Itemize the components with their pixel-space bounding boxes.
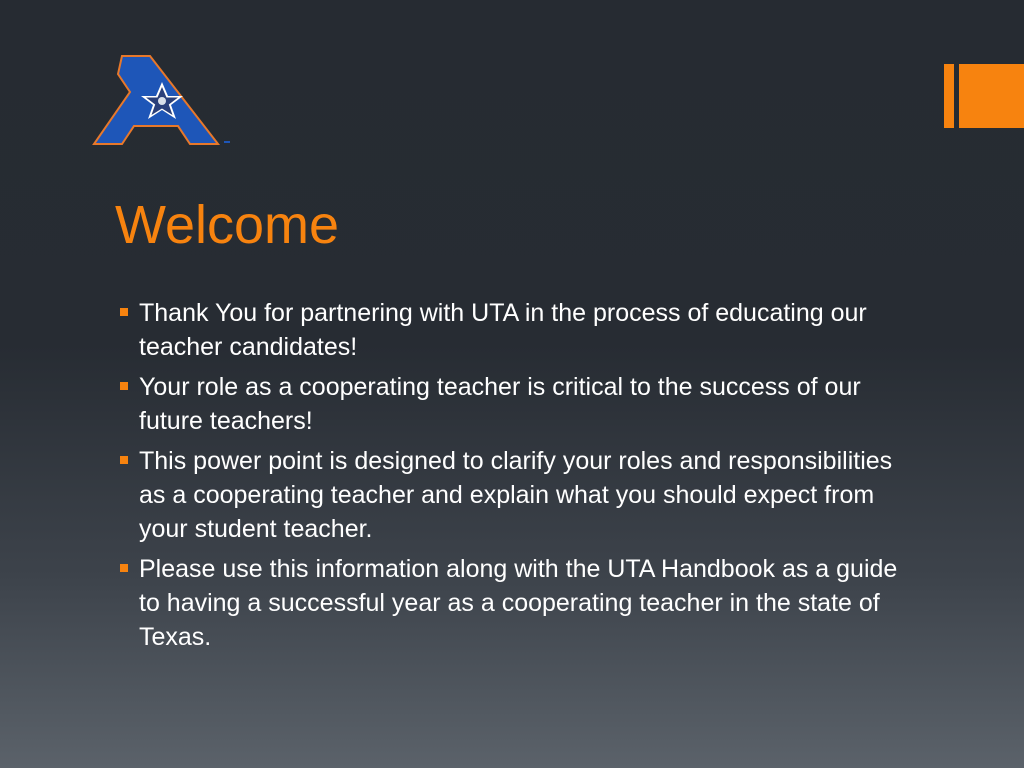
bullet-item (118, 370, 918, 438)
square-bullet-icon (120, 382, 128, 390)
accent-bar-thin (944, 64, 954, 128)
bullet-text: Please use this information along with the UTA Handbook as a guide to having a successful year as a cooperating teacher in the state of Texas. (139, 555, 898, 651)
accent-bar-wide (959, 64, 1024, 128)
bullet-item (118, 552, 918, 654)
square-bullet-icon (120, 564, 128, 572)
bullet-text: This power point is designed to clarify your roles and responsibilities as a cooperating teacher and explain what you should expect from your student teacher. (139, 447, 893, 543)
uta-logo-icon (92, 52, 234, 148)
bullet-item (118, 296, 918, 364)
bullet-text: Thank You for partnering with UTA in the process of educating our teacher candidates! (139, 299, 867, 361)
slide-title: Welcome (115, 195, 340, 255)
accent-bars (944, 64, 1024, 128)
bullet-list (118, 296, 918, 660)
bullet-text: Your role as a cooperating teacher is critical to the success of our future teachers! (139, 373, 861, 435)
square-bullet-icon (120, 308, 128, 316)
square-bullet-icon (120, 456, 128, 464)
bullet-item (118, 444, 918, 546)
